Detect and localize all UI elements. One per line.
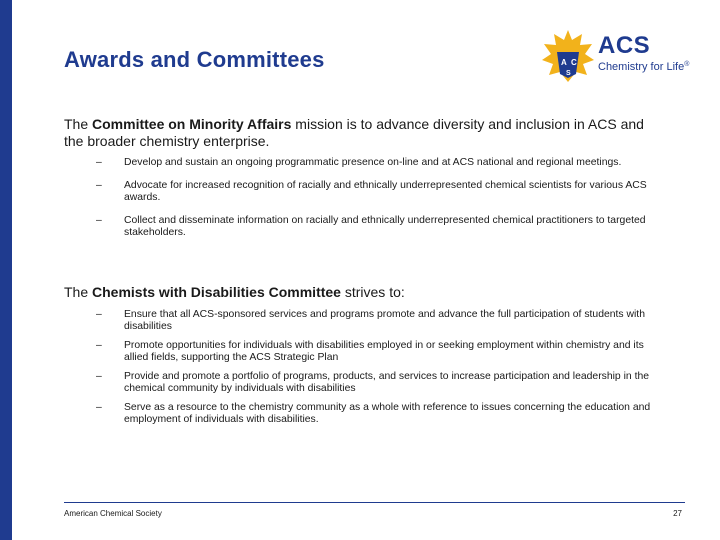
acs-emblem-icon	[540, 28, 596, 84]
committee-name: Committee on Minority Affairs	[92, 116, 292, 132]
intro-pre: The	[64, 284, 93, 300]
registered-mark: ®	[684, 61, 690, 68]
logo-tagline	[598, 61, 689, 73]
list-item	[96, 371, 661, 395]
bullet-dash: –	[96, 157, 102, 168]
bullet-dash: –	[96, 180, 102, 191]
bullet-dash: –	[96, 402, 102, 413]
bullet-dash: –	[96, 340, 102, 351]
bullet-text: Serve as a resource to the chemistry community as a whole with reference to issues concerning the education and employment of individuals with disabilities.	[124, 402, 651, 425]
list-item	[96, 340, 661, 364]
list-item	[96, 180, 661, 204]
logo-tagline-text: Chemistry for Life	[598, 61, 685, 73]
committee-name: Chemists with Disabilities Committee	[92, 284, 341, 300]
list-item	[96, 309, 661, 333]
list-item	[96, 157, 661, 169]
intro-pre: The	[64, 116, 93, 132]
bullet-text: Advocate for increased recognition of racially and ethnically underrepresented chemical scientists for various ACS awards.	[124, 180, 647, 203]
list-item	[96, 402, 661, 426]
bullet-text: Ensure that all ACS-sponsored services and programs promote and advance the full participation of students with disabilities	[124, 309, 645, 332]
minority-affairs-intro	[64, 116, 664, 150]
logo-wordmark: ACS	[598, 32, 651, 59]
list-item	[96, 215, 661, 239]
emblem-letter-s: S	[566, 70, 571, 77]
bullet-dash: –	[96, 215, 102, 226]
intro-post: strives to:	[340, 284, 405, 300]
acs-logo	[540, 28, 690, 84]
bullet-text: Collect and disseminate information on racially and ethnically underrepresented chemical practitioners to targeted stakeholders.	[124, 215, 646, 238]
footer-divider	[64, 502, 685, 503]
intro-post: mission is to advance diversity and inclusion in ACS and the broader chemistry enterprise.	[64, 116, 644, 149]
bullet-text: Develop and sustain an ongoing programmatic presence on-line and at ACS national and regional meetings.	[124, 157, 622, 168]
emblem-letter-a: A	[561, 58, 567, 67]
minority-affairs-bullets	[96, 157, 661, 239]
slide-title: Awards and Committees	[64, 47, 325, 72]
bullet-text: Promote opportunities for individuals with disabilities employed in or seeking employment within chemistry and its allied fields, supporting the ACS Strategic Plan	[124, 340, 644, 363]
bullet-dash: –	[96, 371, 102, 382]
bullet-dash: –	[96, 309, 102, 320]
disabilities-intro	[64, 284, 664, 301]
page-number: 27	[673, 509, 682, 518]
footer-organization: American Chemical Society	[64, 509, 162, 518]
left-accent-bar	[0, 0, 12, 540]
disabilities-bullets	[96, 309, 661, 426]
bullet-text: Provide and promote a portfolio of programs, products, and services to increase participation and leadership in the chemical community by individuals with disabilities	[124, 371, 650, 394]
emblem-letter-c: C	[571, 58, 577, 67]
